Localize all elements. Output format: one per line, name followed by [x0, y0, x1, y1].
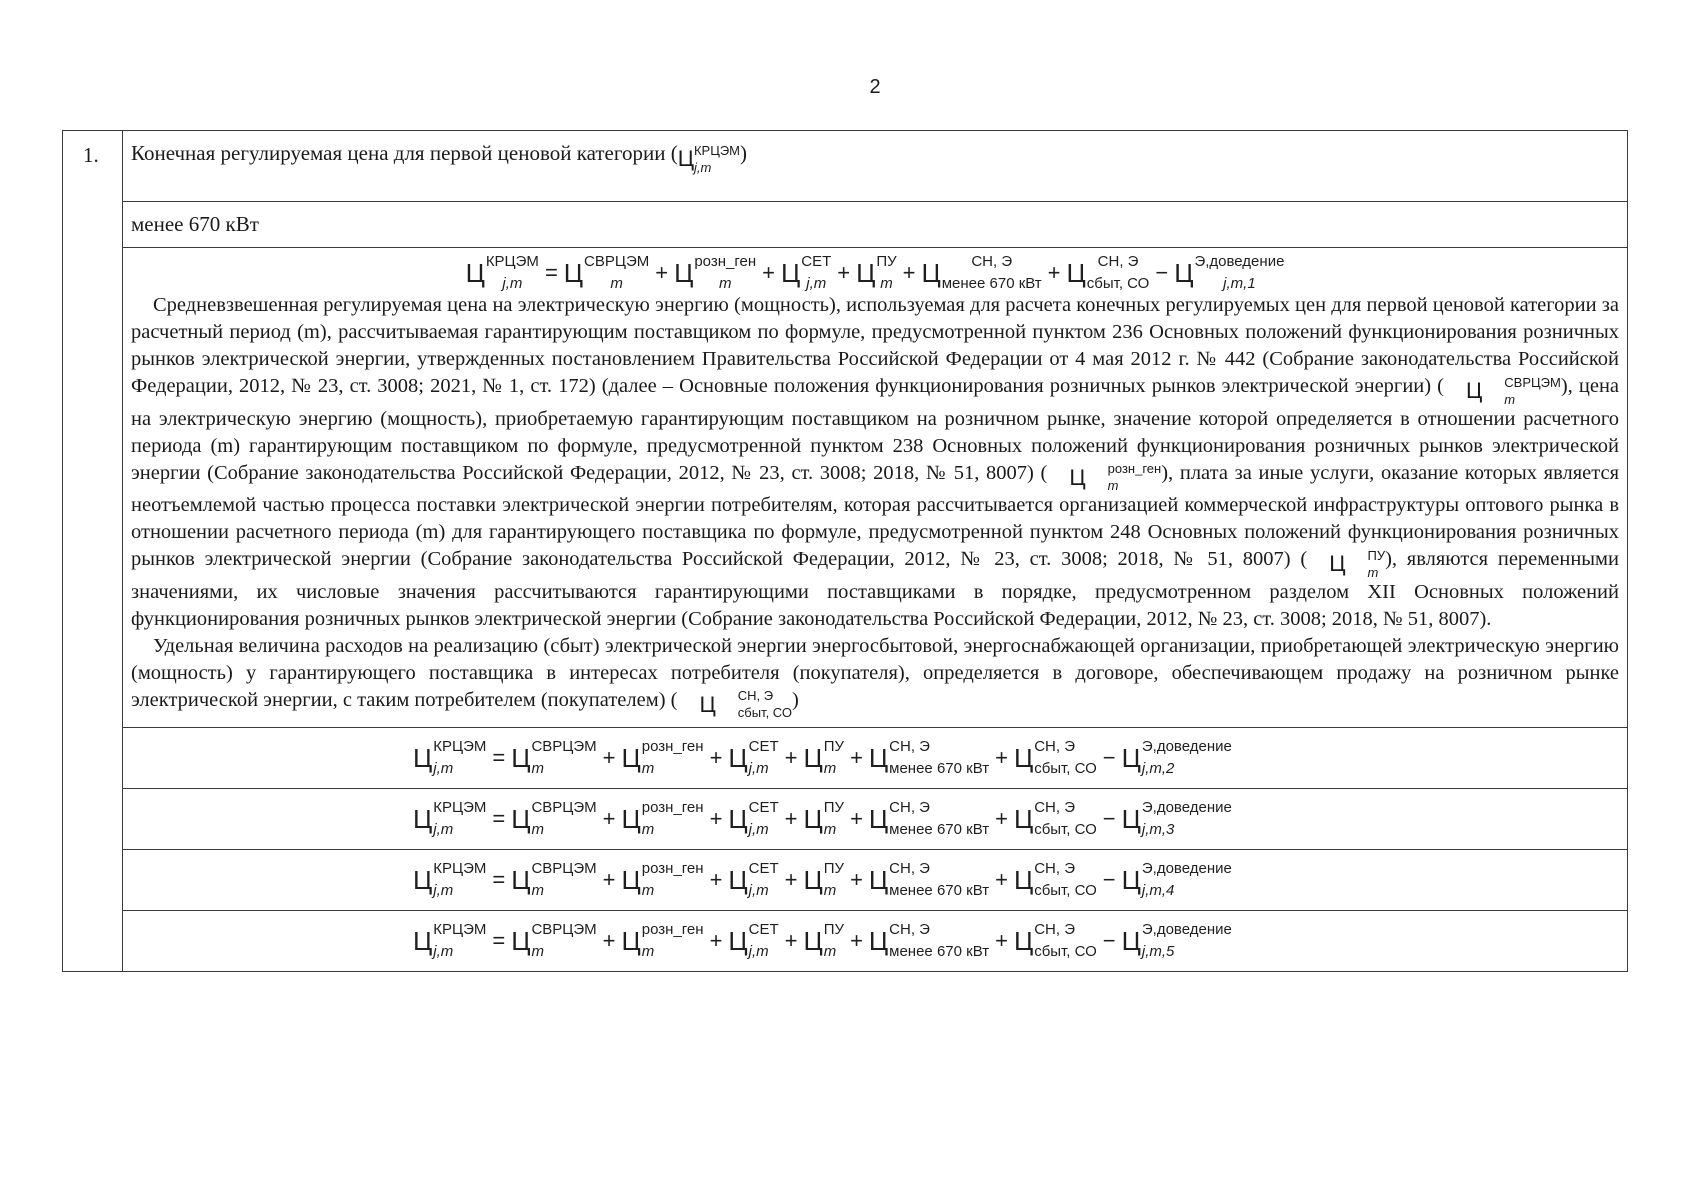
term-rozn-gen: Ц розн_ген m: [621, 799, 704, 838]
plus-sign: +: [602, 867, 616, 892]
plus-sign: +: [784, 806, 798, 831]
term-sn-670: Ц СН, Э менее 670 кВт: [868, 921, 990, 960]
term-krcem: Ц КРЦЭМ j,m: [413, 799, 487, 838]
term-sbyt-so: Ц СН, Э сбыт, СО: [699, 688, 793, 720]
equals-sign: =: [492, 928, 506, 953]
minus-sign: −: [1102, 867, 1116, 892]
row-number: 1.: [63, 131, 123, 972]
plus-sign: +: [1047, 260, 1061, 285]
formula-block-5: [123, 911, 1628, 972]
term-sbyt-so: Ц СН, Э сбыт, СО: [1013, 860, 1097, 899]
plus-sign: +: [709, 745, 723, 770]
term-rozn-gen: Ц розн_ген m: [621, 738, 704, 777]
term-rozn-gen: Ц розн_ген m: [621, 921, 704, 960]
term-sbyt-so: Ц СН, Э сбыт, СО: [1013, 921, 1097, 960]
plus-sign: +: [709, 806, 723, 831]
term-sn-670: Ц СН, Э менее 670 кВт: [921, 253, 1042, 292]
term-svrcem: Ц СВРЦЭМ m: [511, 738, 597, 777]
term-sbyt-so: Ц СН, Э сбыт, СО: [1066, 253, 1150, 292]
formula-1: [131, 254, 1619, 292]
term-krcem: Ц КРЦЭМ j,m: [413, 738, 487, 777]
formula-4: [123, 861, 1627, 899]
minus-sign: −: [1102, 928, 1116, 953]
page-number: 2: [869, 76, 881, 98]
plus-sign: +: [762, 260, 775, 285]
section-title-text: Конечная регулируемая цена для первой ценовой категории (: [131, 141, 678, 165]
equals-sign: =: [492, 806, 506, 831]
term-pu: Ц ПУ m: [856, 253, 897, 292]
formula-block-3: [123, 789, 1628, 850]
term-svrcem: Ц СВРЦЭМ m: [563, 253, 650, 292]
formula-block-4: [123, 850, 1628, 911]
plus-sign: +: [995, 928, 1008, 953]
term-sbyt-so: Ц СН, Э сбыт, СО: [1013, 738, 1097, 777]
formula-3: [123, 800, 1627, 838]
term-dovedenie: Ц Э,доведение j,m,5: [1121, 921, 1232, 960]
term-set: Ц СЕТ j,m: [728, 921, 779, 960]
term-svrcem: Ц СВРЦЭМ m: [511, 799, 597, 838]
price-table: [62, 130, 1628, 972]
term-pu: Ц ПУ m: [803, 738, 845, 777]
plus-sign: +: [995, 806, 1008, 831]
formula-2: [123, 739, 1627, 777]
term-set: Ц СЕТ j,m: [728, 799, 779, 838]
formula-block-2: [123, 728, 1628, 789]
plus-sign: +: [784, 928, 798, 953]
plus-sign: +: [850, 867, 863, 892]
minus-sign: −: [1102, 745, 1116, 770]
plus-sign: +: [850, 806, 863, 831]
plus-sign: +: [655, 260, 669, 285]
plus-sign: +: [709, 928, 723, 953]
subtitle: менее 670 кВт: [123, 202, 1628, 248]
plus-sign: +: [602, 806, 616, 831]
plus-sign: +: [850, 745, 863, 770]
title-term: Ц КРЦЭМ j,m: [677, 143, 741, 175]
term-set: Ц СЕТ j,m: [728, 738, 779, 777]
plus-sign: +: [995, 867, 1008, 892]
term-set: Ц СЕТ j,m: [728, 860, 779, 899]
minus-sign: −: [1102, 806, 1116, 831]
term-dovedenie: Ц Э,доведение j,m,4: [1121, 860, 1232, 899]
term-krcem: Ц КРЦЭМ j,m: [413, 860, 487, 899]
term-krcem: Ц КРЦЭМ j,m: [413, 921, 487, 960]
term-pu: Ц ПУ m: [1329, 547, 1386, 580]
plus-sign: +: [602, 745, 616, 770]
term-pu: Ц ПУ m: [803, 860, 845, 899]
term-sbyt-so: Ц СН, Э сбыт, СО: [1013, 799, 1097, 838]
term-pu: Ц ПУ m: [803, 799, 845, 838]
formula-5: [123, 922, 1627, 960]
equals-sign: =: [492, 745, 506, 770]
plus-sign: +: [837, 260, 851, 285]
equals-sign: =: [492, 867, 506, 892]
term-svrcem: Ц СВРЦЭМ m: [511, 921, 597, 960]
term-dovedenie: Ц Э,доведение j,m,2: [1121, 738, 1232, 777]
term-rozn-gen: Ц розн_ген m: [621, 860, 704, 899]
paragraph-1: Средневзвешенная регулируемая цена на электрическую энергию (мощность), используемая для расчета конечных регулируемых цен для первой ценовой категории за расчетный период (m), рассчитываемая гарантирующим поставщиком по формуле, предусмотренной пунктом 236 Основных положений функционирования розничных рынков электрической энергии, утвержденных постановлением Правительства Российской Федерации от 4 мая 2012 г. № 442 (Собрание законодательства Российской Федерации, 2012, № 23, ст. 3008; 2021, № 1, ст. 172) (далее – Основные положения функционирования розничных рынков электрической энергии) ( Ц СВРЦЭМ m ), цена на электрическую энергию (мощность), приобретаемую гарантирующим поставщиком на розничном рынке, значение которой определяется в отношении расчетного периода (m) гарантирующим поставщиком по формуле, предусмотренной пунктом 238 Основных положений функционирования розничных рынков электрической энергии (Собрание законодательства Российской Федерации, 2012, № 23, ст. 3008; 2018, № 51, 8007) ( Ц розн_ген m ), плата за иные услуги, оказание которых является неотъемлемой частью процесса поставки электрической энергии потребителям, которая рассчитывается организацией коммерческой инфраструктуры оптового рынка в отношении расчетного периода (m) для гарантирующего поставщика по формуле, предусмотренной пунктом 248 Основных положений функционирования розничных рынков электрической энергии (Собрание законодательства Российской Федерации, 2012, № 23, ст. 3008; 2018, № 51, 8007) ( Ц ПУ m ), являются переменными значениями, их числовые значения рассчитываются гарантирующими поставщиками в порядке, предусмотренном разделом XII Основных положений функционирования розничных рынков электрической энергии (Собрание законодательства Российской Федерации, 2012, № 23, ст. 3008; 2018, № 51, 8007).: [131, 294, 1620, 630]
plus-sign: +: [709, 867, 723, 892]
term-pu: Ц ПУ m: [803, 921, 845, 960]
term-svrcem: Ц СВРЦЭМ m: [1466, 374, 1561, 407]
plus-sign: +: [602, 928, 616, 953]
formula-block-1: [123, 248, 1628, 728]
paragraph-2: Удельная величина расходов на реализацию (сбыт) электрической энергии энергосбытовой, энергоснабжающей организации, приобретающей электрическую энергию (мощность) у гарантирующего поставщика в интересах потребителя (покупателя), определяется в договоре, обеспечивающем продажу на розничном рынке электрической энергии, с таким потребителем (покупателем) ( Ц СН, Э сбыт, СО ): [131, 634, 1619, 720]
term-dovedenie: Ц Э,доведение j,m,1: [1174, 253, 1285, 292]
term-dovedenie: Ц Э,доведение j,m,3: [1121, 799, 1232, 838]
term-sn-670: Ц СН, Э менее 670 кВт: [868, 799, 990, 838]
term-sn-670: Ц СН, Э менее 670 кВт: [868, 738, 990, 777]
plus-sign: +: [784, 745, 798, 770]
section-title: Конечная регулируемая цена для первой ценовой категории ( Ц КРЦЭМ j,m ): [123, 131, 1628, 202]
term-set: Ц СЕТ j,m: [781, 253, 832, 292]
term-krcem: Ц КРЦЭМ j,m: [465, 253, 539, 292]
minus-sign: −: [1155, 260, 1169, 285]
term-sn-670: Ц СН, Э менее 670 кВт: [868, 860, 990, 899]
term-rozn-gen: Ц розн_ген m: [1069, 461, 1162, 493]
plus-sign: +: [850, 928, 863, 953]
term-rozn-gen: Ц розн_ген m: [674, 253, 757, 292]
plus-sign: +: [995, 745, 1008, 770]
term-svrcem: Ц СВРЦЭМ m: [511, 860, 597, 899]
equals-sign: =: [544, 260, 558, 285]
plus-sign: +: [902, 260, 916, 285]
plus-sign: +: [784, 867, 798, 892]
